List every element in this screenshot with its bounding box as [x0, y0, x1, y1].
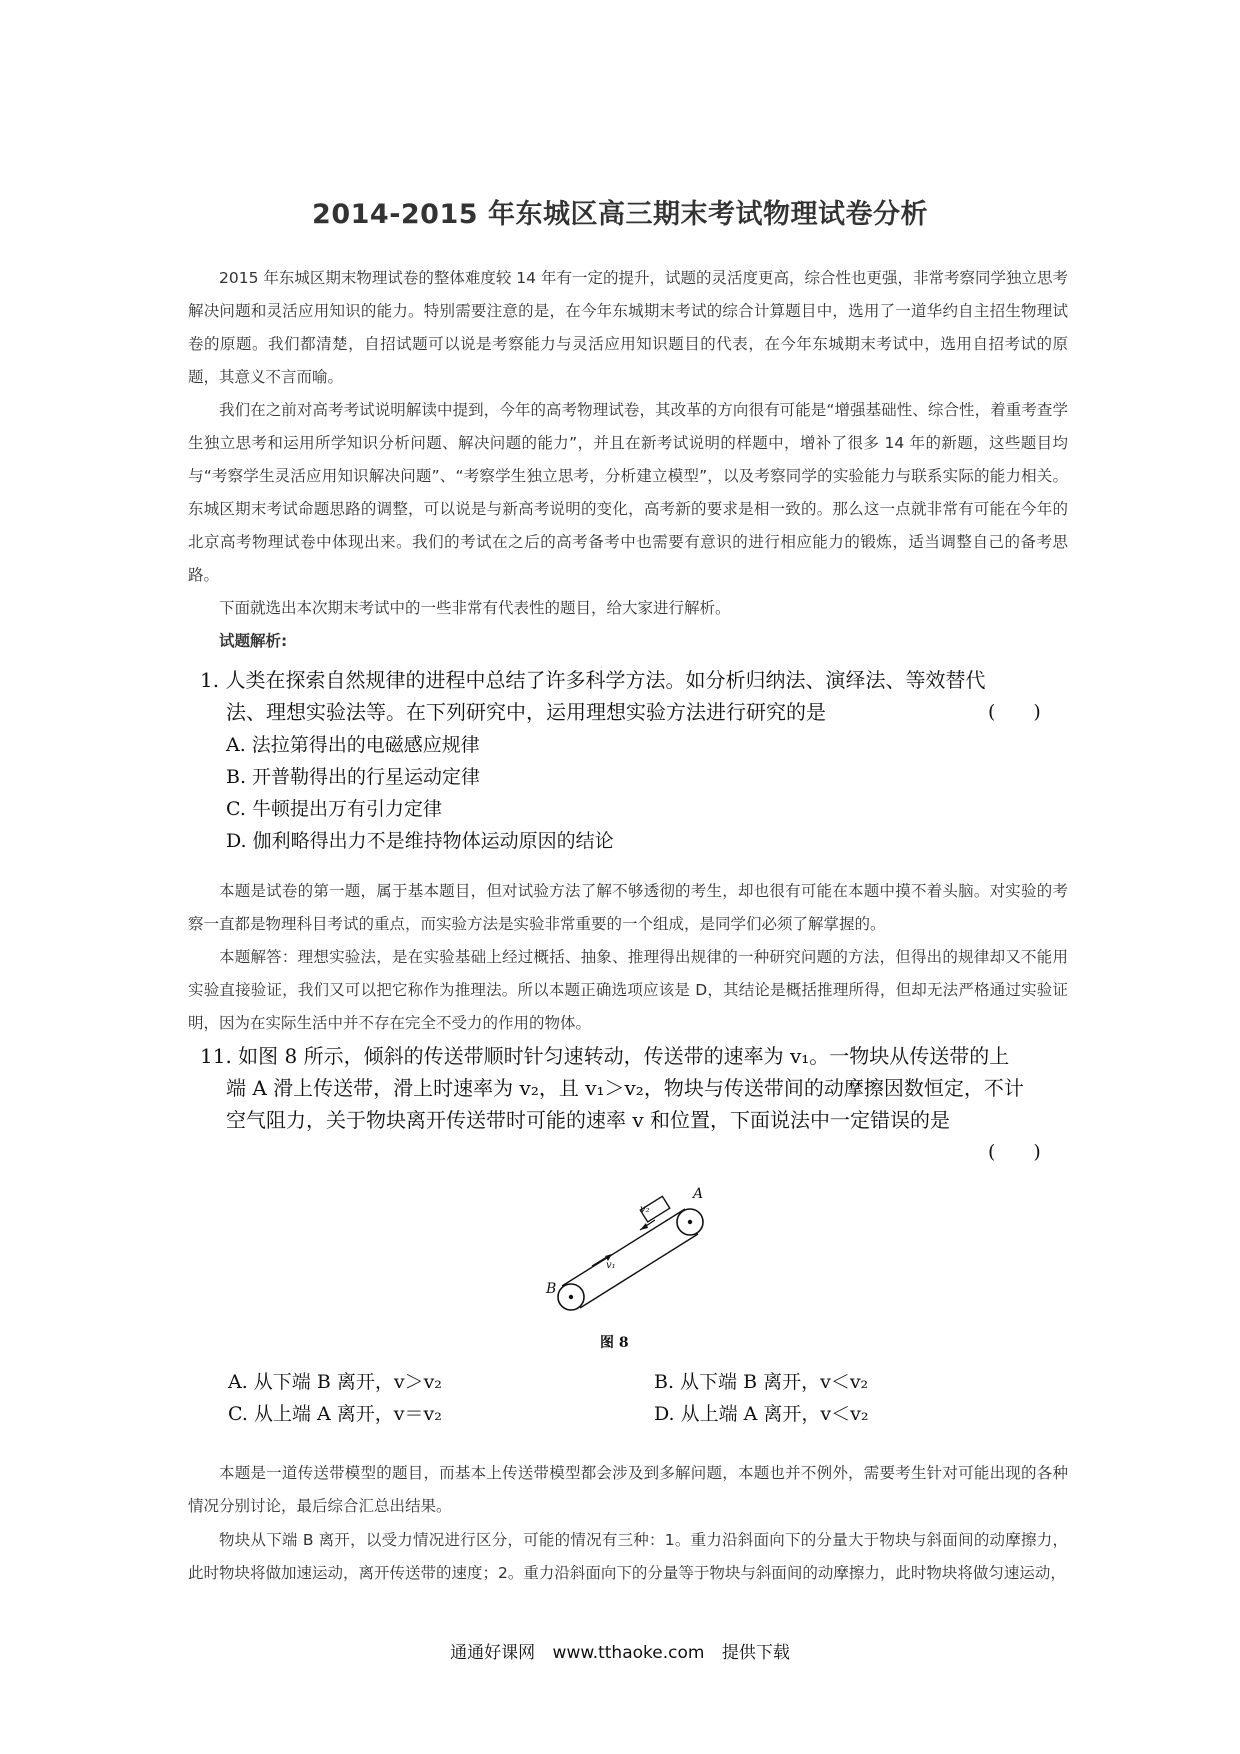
page-footer [0, 1638, 1240, 1663]
figure-caption: 图 8 [600, 1335, 629, 1351]
question-1-option-c: C. 牛顿提出万有引力定律 [226, 798, 442, 820]
figure-label-b: B [546, 1281, 557, 1297]
page-title: 2014-2015 年东城区高三期末考试物理试卷分析 [312, 199, 928, 230]
question-1-line-2: 法、理想实验法等。在下列研究中，运用理想实验方法进行研究的是 [226, 700, 826, 724]
section-heading: 试题解析: [219, 632, 288, 650]
intro-paragraph-2: 我们在之前对高考考试说明解读中提到，今年的高考物理试卷，其改革的方向很有可能是“增强基础性、综合性，着重考查学生独立思考和运用所学知识分析问题、解决问题的能力”，并且在新考试说明的样题中，增补了很多 14 年的新题，这些题目均与“考察学生灵活应用知识解决问题”、“考察学生独立思考，分析建立模型”，以及考察同学的实验能力与联系实际的能力相关。东城区期末考试命题思路的调整，可以说是与新高考说明的变化，高考新的要求是相一致的。那么这一点就非常有可能在今年的北京高考物理试卷中体现出来。我们的考试在之后的高考备考中也需要有意识的进行相应能力的锻炼，适当调整自己的备考思路。 [188, 401, 1068, 584]
footer-suffix: 提供下载 [721, 1643, 790, 1663]
question-1-option-d: D. 伽利略得出力不是维持物体运动原因的结论 [226, 830, 614, 852]
intro-paragraph-3: 下面就选出本次期末考试中的一些非常有代表性的题目，给大家进行解析。 [219, 599, 731, 617]
footer-site-name: 通通好课网 [450, 1643, 536, 1663]
question-1-option-a: A. 法拉第得出的电磁感应规律 [226, 734, 480, 756]
question-11-option-b: B. 从下端 B 离开，v＜v₂ [654, 1371, 869, 1393]
conveyor-belt-figure [540, 1168, 710, 1318]
figure-label-a: A [693, 1186, 704, 1202]
analysis-1-paragraph-2: 本题解答：理想实验法，是在实验基础上经过概括、抽象、推理得出规律的一种研究问题的方法，但得出的规律却又不能用实验直接验证，我们又可以把它称作为推理法。所以本题正确选项应该是 D，其结论是概括推理所得，但却无法严格通过实验证明，因为在实际生活中并不存在完全不受力的作用的物体。 [188, 948, 1068, 1032]
question-11-option-c: C. 从上端 A 离开，v＝v₂ [228, 1403, 442, 1425]
question-11-answer-bracket: ( ) [988, 1141, 1041, 1163]
question-11-line-1: 11. 如图 8 所示，倾斜的传送带顺时针匀速转动，传送带的速率为 v₁。一物块从传送带的上 [200, 1044, 1010, 1068]
footer-site-url[interactable]: www.tthaoke.com [552, 1643, 705, 1663]
question-1-answer-bracket: ( ) [988, 701, 1041, 723]
question-11-option-a: A. 从下端 B 离开，v＞v₂ [228, 1371, 442, 1393]
question-1-line-1: 1. 人类在探索自然规律的进程中总结了许多科学方法。如分析归纳法、演绎法、等效替代 [200, 668, 986, 692]
question-11-option-d: D. 从上端 A 离开，v＜v₂ [654, 1403, 869, 1425]
analysis-11-paragraph-2: 物块从下端 B 离开，以受力情况进行区分，可能的情况有三种：1。重力沿斜面向下的分量大于物块与斜面间的动摩擦力，此时物块将做加速运动，离开传送带的速度；2。重力沿斜面向下的分量等于物块与斜面间的动摩擦力，此时物块将做匀速运动， [188, 1531, 1068, 1582]
question-1-option-b: B. 开普勒得出的行星运动定律 [226, 766, 481, 788]
analysis-11-paragraph-1: 本题是一道传送带模型的题目，而基本上传送带模型都会涉及到多解问题，本题也并不例外，需要考生针对可能出现的各种情况分别讨论，最后综合汇总出结果。 [188, 1464, 1068, 1515]
figure-label-v1: v₁ [606, 1260, 616, 1271]
question-11-line-2: 端 A 滑上传送带，滑上时速率为 v₂，且 v₁＞v₂，物块与传送带间的动摩擦因数恒定，不计 [226, 1076, 1024, 1100]
figure-label-v2: v₂ [640, 1204, 650, 1215]
question-11-line-3: 空气阻力，关于物块离开传送带时可能的速率 v 和位置，下面说法中一定错误的是 [226, 1108, 951, 1132]
intro-paragraph-1: 2015 年东城区期末物理试卷的整体难度较 14 年有一定的提升，试题的灵活度更高，综合性也更强，非常考察同学独立思考解决问题和灵活应用知识的能力。特别需要注意的是，在今年东城期末考试的综合计算题目中，选用了一道华约自主招生物理试卷的原题。我们都清楚，自招试题可以说是考察能力与灵活应用知识题目的代表，在今年东城期末考试中，选用自招考试的原题，其意义不言而喻。 [188, 269, 1068, 386]
analysis-1-paragraph-1: 本题是试卷的第一题，属于基本题目，但对试验方法了解不够透彻的考生，却也很有可能在本题中摸不着头脑。对实验的考察一直都是物理科目考试的重点，而实验方法是实验非常重要的一个组成，是同学们必须了解掌握的。 [188, 882, 1068, 933]
